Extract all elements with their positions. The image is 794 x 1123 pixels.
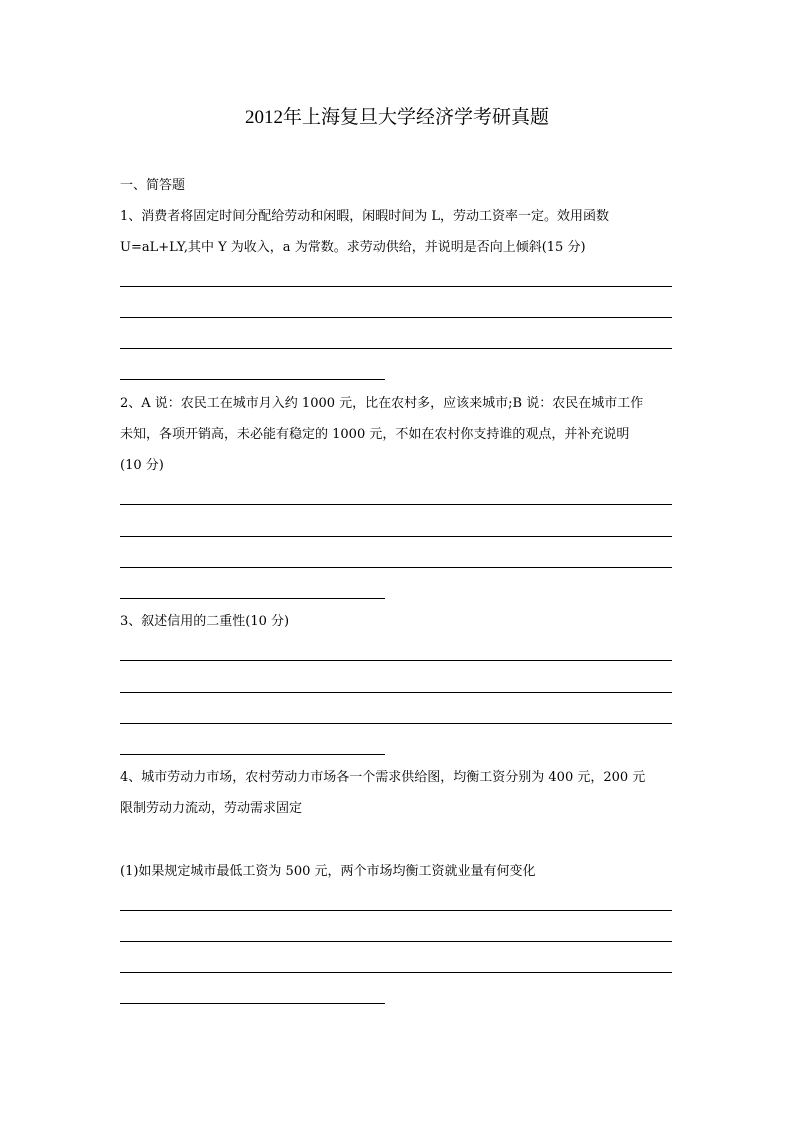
sub-question-text: (1)如果规定城市最低工资为 500 元，两个市场均衡工资就业量有何变化	[120, 864, 536, 879]
answer-line	[120, 941, 672, 942]
answer-line-short	[120, 598, 385, 599]
question-text-line: 未知，各项开销高，未必能有稳定的 1000 元，不如在农村你支持谁的观点，并补充说明	[120, 427, 630, 442]
answer-line	[120, 692, 672, 693]
answer-line-short	[120, 1003, 385, 1004]
answer-line-short	[120, 754, 385, 755]
answer-line	[120, 910, 672, 911]
section-heading: 一、简答题	[120, 178, 186, 193]
answer-line	[120, 317, 672, 318]
answer-line	[120, 504, 672, 505]
question-text-line: 4、城市劳动力市场，农村劳动力市场各一个需求供给图，均衡工资分别为 400 元，200 元	[120, 770, 646, 785]
answer-line	[120, 972, 672, 973]
question-text-line: (10 分)	[120, 458, 164, 473]
question-text-line: 限制劳动力流动，劳动需求固定	[120, 801, 303, 816]
answer-line	[120, 348, 672, 349]
answer-line	[120, 723, 672, 724]
answer-line	[120, 660, 672, 661]
question-text-line: U=aL+LY,其中 Y 为收入，a 为常数。求劳动供给，并说明是否向上倾斜(15 分)	[120, 240, 586, 255]
answer-line	[120, 567, 672, 568]
answer-line	[120, 536, 672, 537]
page-title: 2012年上海复旦大学经济学考研真题	[244, 107, 549, 128]
question-text-line: 3、叙述信用的二重性(10 分)	[120, 614, 290, 629]
answer-line	[120, 286, 672, 287]
question-text-line: 1、消费者将固定时间分配给劳动和闲暇，闲暇时间为 L，劳动工资率一定。效用函数	[120, 209, 610, 224]
answer-line-short	[120, 379, 385, 380]
question-text-line: 2、A 说：农民工在城市月入约 1000 元，比在农村多，应该来城市;B 说：农民在城市工作	[120, 396, 644, 411]
